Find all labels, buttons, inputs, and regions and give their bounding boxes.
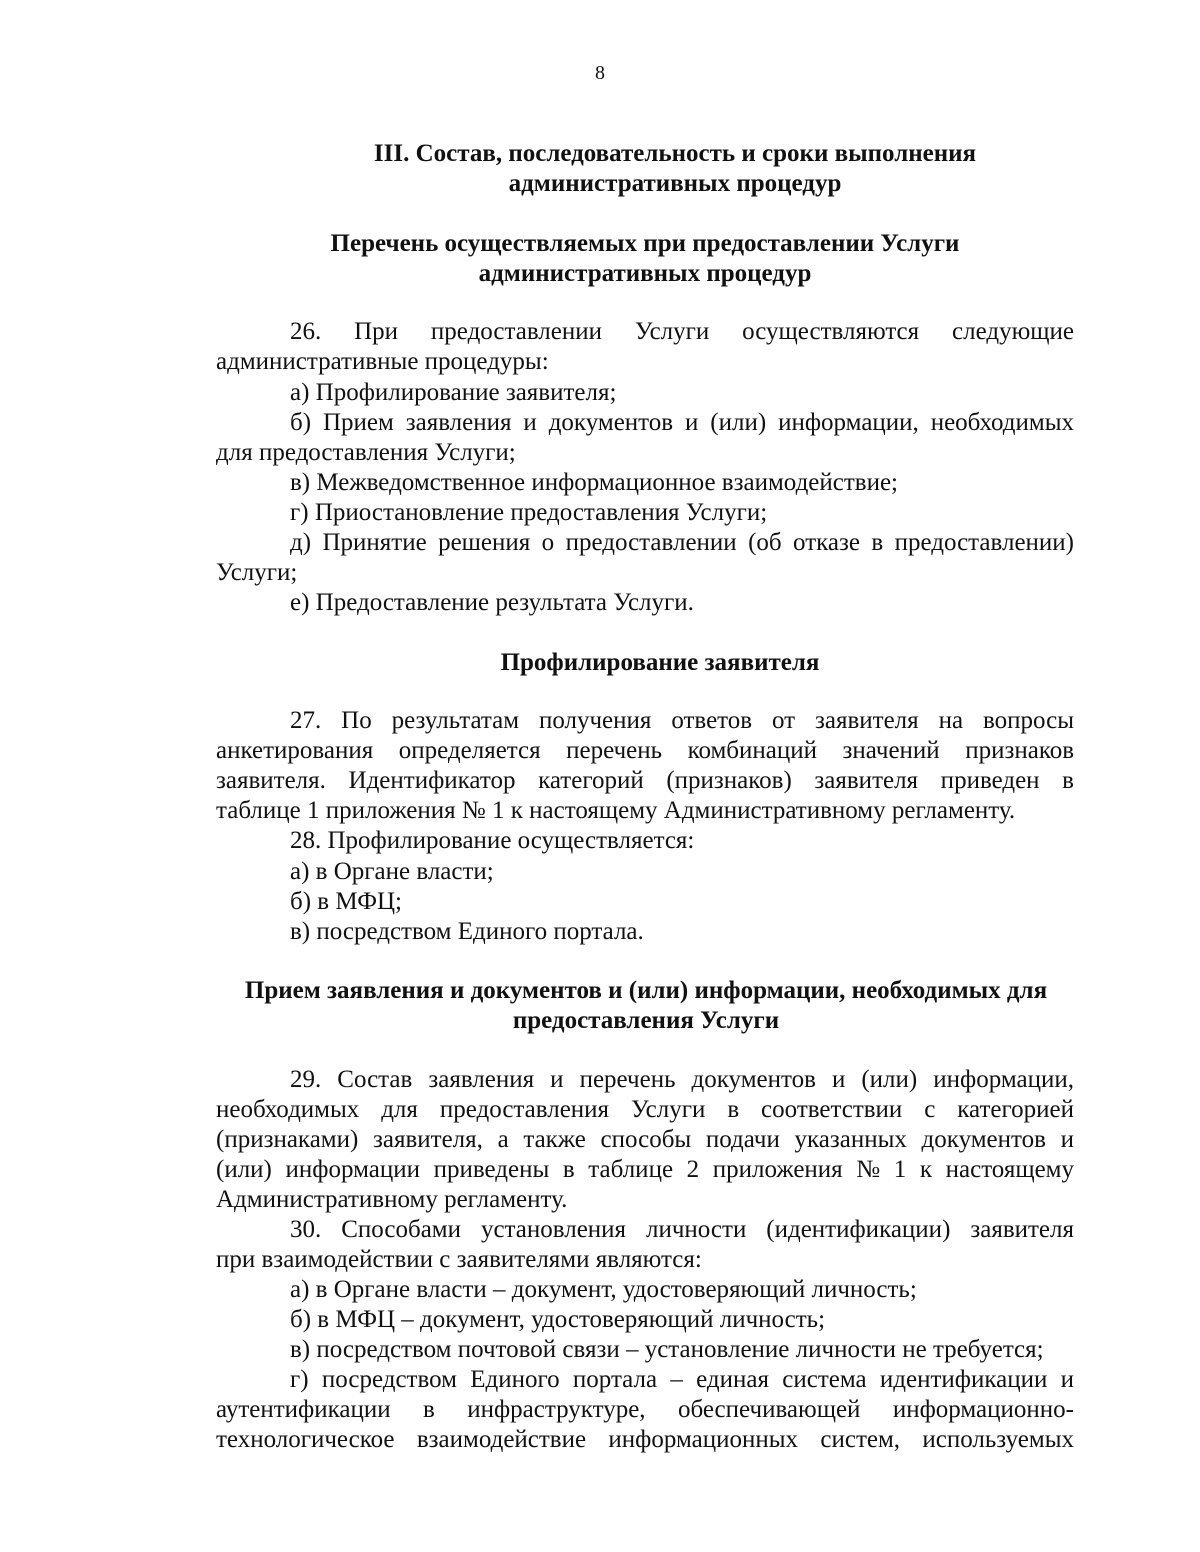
p26-item-e: е) Предоставление результата Услуги. [290, 589, 694, 616]
p29-line1: 29. Состав заявления и перечень документов и (или) информации, [290, 1066, 1074, 1093]
p26-item-d-line1: д) Принятие решения о предоставлении (об отказе в предоставлении) [290, 529, 1074, 556]
page-number: 8 [595, 62, 605, 84]
p26-line2: административные процедуры: [216, 348, 549, 375]
subsection-title-application-line1: Прием заявления и документов и (или) информации, необходимых для [244, 977, 1048, 1004]
p26-item-b-line1: б) Прием заявления и документов и (или) информации, необходимых [290, 409, 1074, 436]
p26-item-b-line2: для предоставления Услуги; [216, 439, 516, 466]
p26-item-a: а) Профилирование заявителя; [290, 379, 617, 406]
p29-line2: необходимых для предоставления Услуги в соответствии с категорией [216, 1096, 1074, 1123]
p30-item-b: б) в МФЦ – документ, удостоверяющий личность; [290, 1306, 826, 1333]
p30-item-g-line3: технологическое взаимодействие информационных систем, используемых [216, 1426, 1074, 1453]
p27-line1: 27. По результатам получения ответов от заявителя на вопросы [290, 707, 1074, 734]
subsection-title-procedures-line2: административных процедур [478, 260, 812, 287]
p30-item-a: а) в Органе власти – документ, удостоверяющий личность; [290, 1276, 917, 1303]
p30-item-g-line1: г) посредством Единого портала – единая система идентификации и [290, 1366, 1074, 1393]
section-title-line2: административных процедур [508, 170, 842, 197]
p28-line1: 28. Профилирование осуществляется: [290, 827, 695, 854]
p27-line3: заявителя. Идентификатор категорий (признаков) заявителя приведен в [216, 767, 1074, 794]
p30-item-g-line2: аутентификации в инфраструктуре, обеспечивающей информационно- [216, 1396, 1074, 1423]
p29-line3: (признаками) заявителя, а также способы подачи указанных документов и [216, 1126, 1074, 1153]
p27-line4: таблице 1 приложения № 1 к настоящему Административному регламенту. [216, 797, 1016, 824]
p26-item-g: г) Приостановление предоставления Услуги; [290, 499, 768, 526]
p27-line2: анкетирования определяется перечень комбинаций значений признаков [216, 737, 1074, 764]
p30-item-v: в) посредством почтовой связи – установление личности не требуется; [290, 1336, 1044, 1363]
p26-item-d-line2: Услуги; [216, 559, 298, 586]
p28-item-a: а) в Органе власти; [290, 858, 494, 885]
p30-line1: 30. Способами установления личности (идентификации) заявителя [290, 1216, 1074, 1243]
p29-line4: (или) информации приведены в таблице 2 приложения № 1 к настоящему [216, 1156, 1074, 1183]
p29-line5: Административному регламенту. [216, 1186, 568, 1213]
section-title-line1: III. Состав, последовательность и сроки выполнения [373, 140, 977, 167]
p26-item-v: в) Межведомственное информационное взаимодействие; [290, 469, 899, 496]
subsection-title-application-line2: предоставления Услуги [512, 1007, 780, 1034]
p26-line1: 26. При предоставлении Услуги осуществляются следующие [290, 318, 1074, 345]
subsection-title-profiling: Профилирование заявителя [500, 649, 820, 676]
subsection-title-procedures-line1: Перечень осуществляемых при предоставлении Услуги [330, 230, 960, 257]
p28-item-v: в) посредством Единого портала. [290, 918, 644, 945]
p28-item-b: б) в МФЦ; [290, 888, 402, 915]
p30-line2: при взаимодействии с заявителями являются: [216, 1246, 702, 1273]
